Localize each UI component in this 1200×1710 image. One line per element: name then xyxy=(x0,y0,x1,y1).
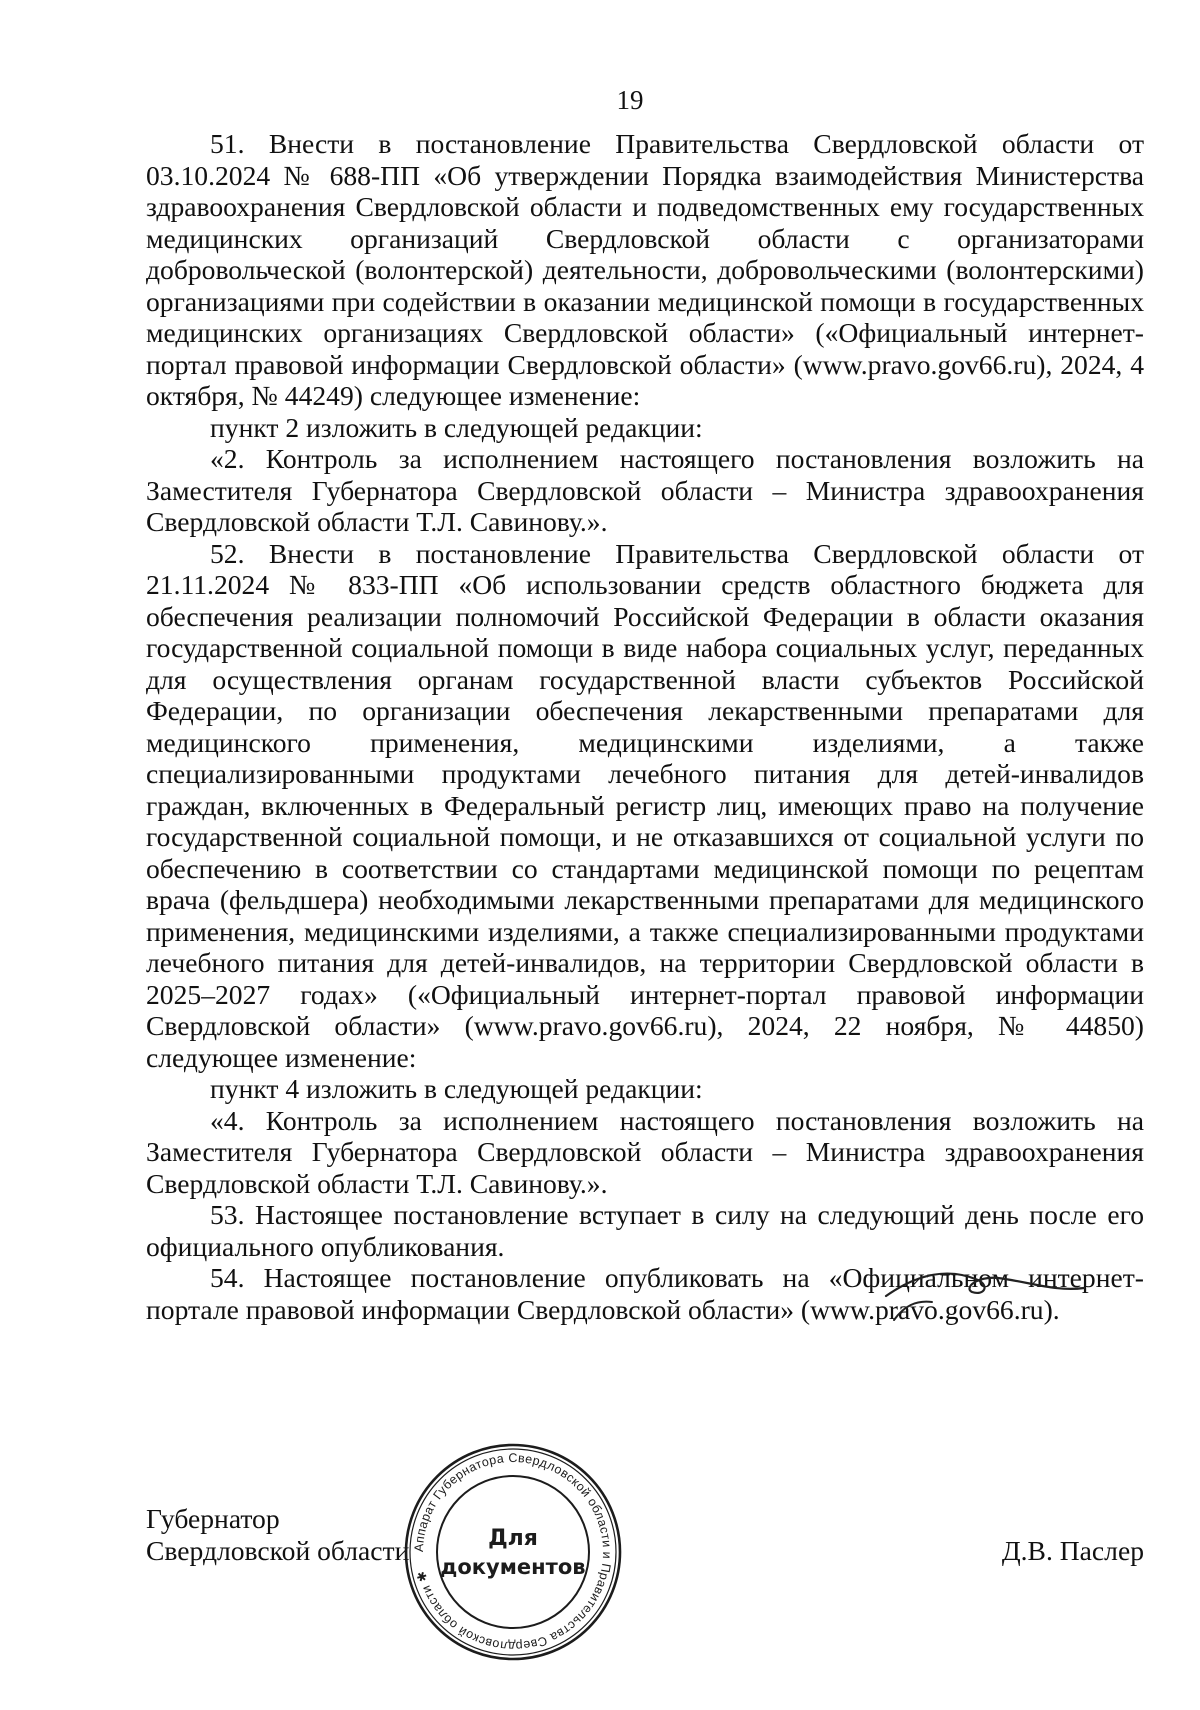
paragraph-54: 54. Настоящее постановление опубликовать на «Официальном интернет-портале правовой информации Свердловской области» (www.pravo.gov66.ru). xyxy=(146,1262,1144,1325)
stamp-ring-text: Аппарат Губернатора Свердловской области и Правительства Свердловской области ✱ xyxy=(411,1450,615,1654)
page-number: 19 xyxy=(616,85,644,115)
signatory-name: Д.В. Паслер xyxy=(1001,1535,1144,1566)
svg-text:Аппарат Губернатора Свердловск xyxy=(412,1451,614,1653)
handwritten-mark xyxy=(880,1262,1090,1322)
stamp-center-line2: документов xyxy=(440,1555,586,1579)
paragraph-51: 51. Внести в постановление Правительства Свердловской области от 03.10.2024 № 688-ПП «Об утверждении Порядка взаимодействия Министерства здравоохранения Свердловской области и подведомственных ему государственных медицинских организаций Свердловской области с организаторами добровольческой (волонтерской) деятельности, добровольческими (волонтерскими) организациями при содействии в оказании медицинской помощи в государственных медицинских организациях Свердловской области» («Официальный интернет-портал правовой информации Свердловской области» (www.pravo.gov66.ru), 2024, 4 октября, № 44249) следующее изменение: xyxy=(146,128,1144,411)
paragraph-52: 52. Внести в постановление Правительства Свердловской области от 21.11.2024 № 833-ПП «Об использовании средств областного бюджета для обеспечения реализации полномочий Российской Федерации в области оказания государственной социальной помощи в виде набора социальных услуг, переданных для осуществления органам государственной власти субъектов Российской Федерации, по организации обеспечения лекарственными препаратами для медицинского применения, медицинскими изделиями, а также специализированными продуктами лечебного питания для детей-инвалидов граждан, включенных в Федеральный регистр лиц, имеющих право на получение государственной социальной помощи, и не отказавшихся от социальной услуги по обеспечению в соответствии со стандартами медицинской помощи по рецептам врача (фельдшера) необходимыми лекарственными препаратами для медицинского применения, медицинскими изделиями, а также специализированными продуктами лечебного питания для детей-инвалидов, на территории Свердловской области в 2025–2027 годах» («Официальный интернет-портал правовой информации Свердловской области» (www.pravo.gov66.ru), 2024, 22 ноября, № 44850) следующее изменение: xyxy=(146,537,1144,1073)
signatory-title-line2: Свердловской области xyxy=(146,1535,410,1566)
paragraph-52-new-text: «4. Контроль за исполнением настоящего постановления возложить на Заместителя Губернатора Свердловской области – Министра здравоохранения Свердловской области Т.Л. Савинову.». xyxy=(146,1104,1144,1199)
paragraph-53: 53. Настоящее постановление вступает в силу на следующий день после его официального опубликования. xyxy=(146,1199,1144,1262)
paragraph-51-instruction: пункт 2 изложить в следующей редакции: xyxy=(210,411,703,443)
signature-block xyxy=(146,1503,409,1567)
paragraph-52-instruction: пункт 4 изложить в следующей редакции: xyxy=(210,1073,703,1104)
official-stamp xyxy=(402,1441,624,1663)
paragraph-51-new-text: «2. Контроль за исполнением настоящего постановления возложить на Заместителя Губернатора Свердловской области – Министра здравоохранения Свердловской области Т.Л. Савинову.». xyxy=(146,443,1144,537)
document-body xyxy=(146,128,1144,1325)
stamp-center-line1: Для xyxy=(488,1526,538,1551)
signatory-title-line1: Губернатор xyxy=(146,1503,280,1534)
